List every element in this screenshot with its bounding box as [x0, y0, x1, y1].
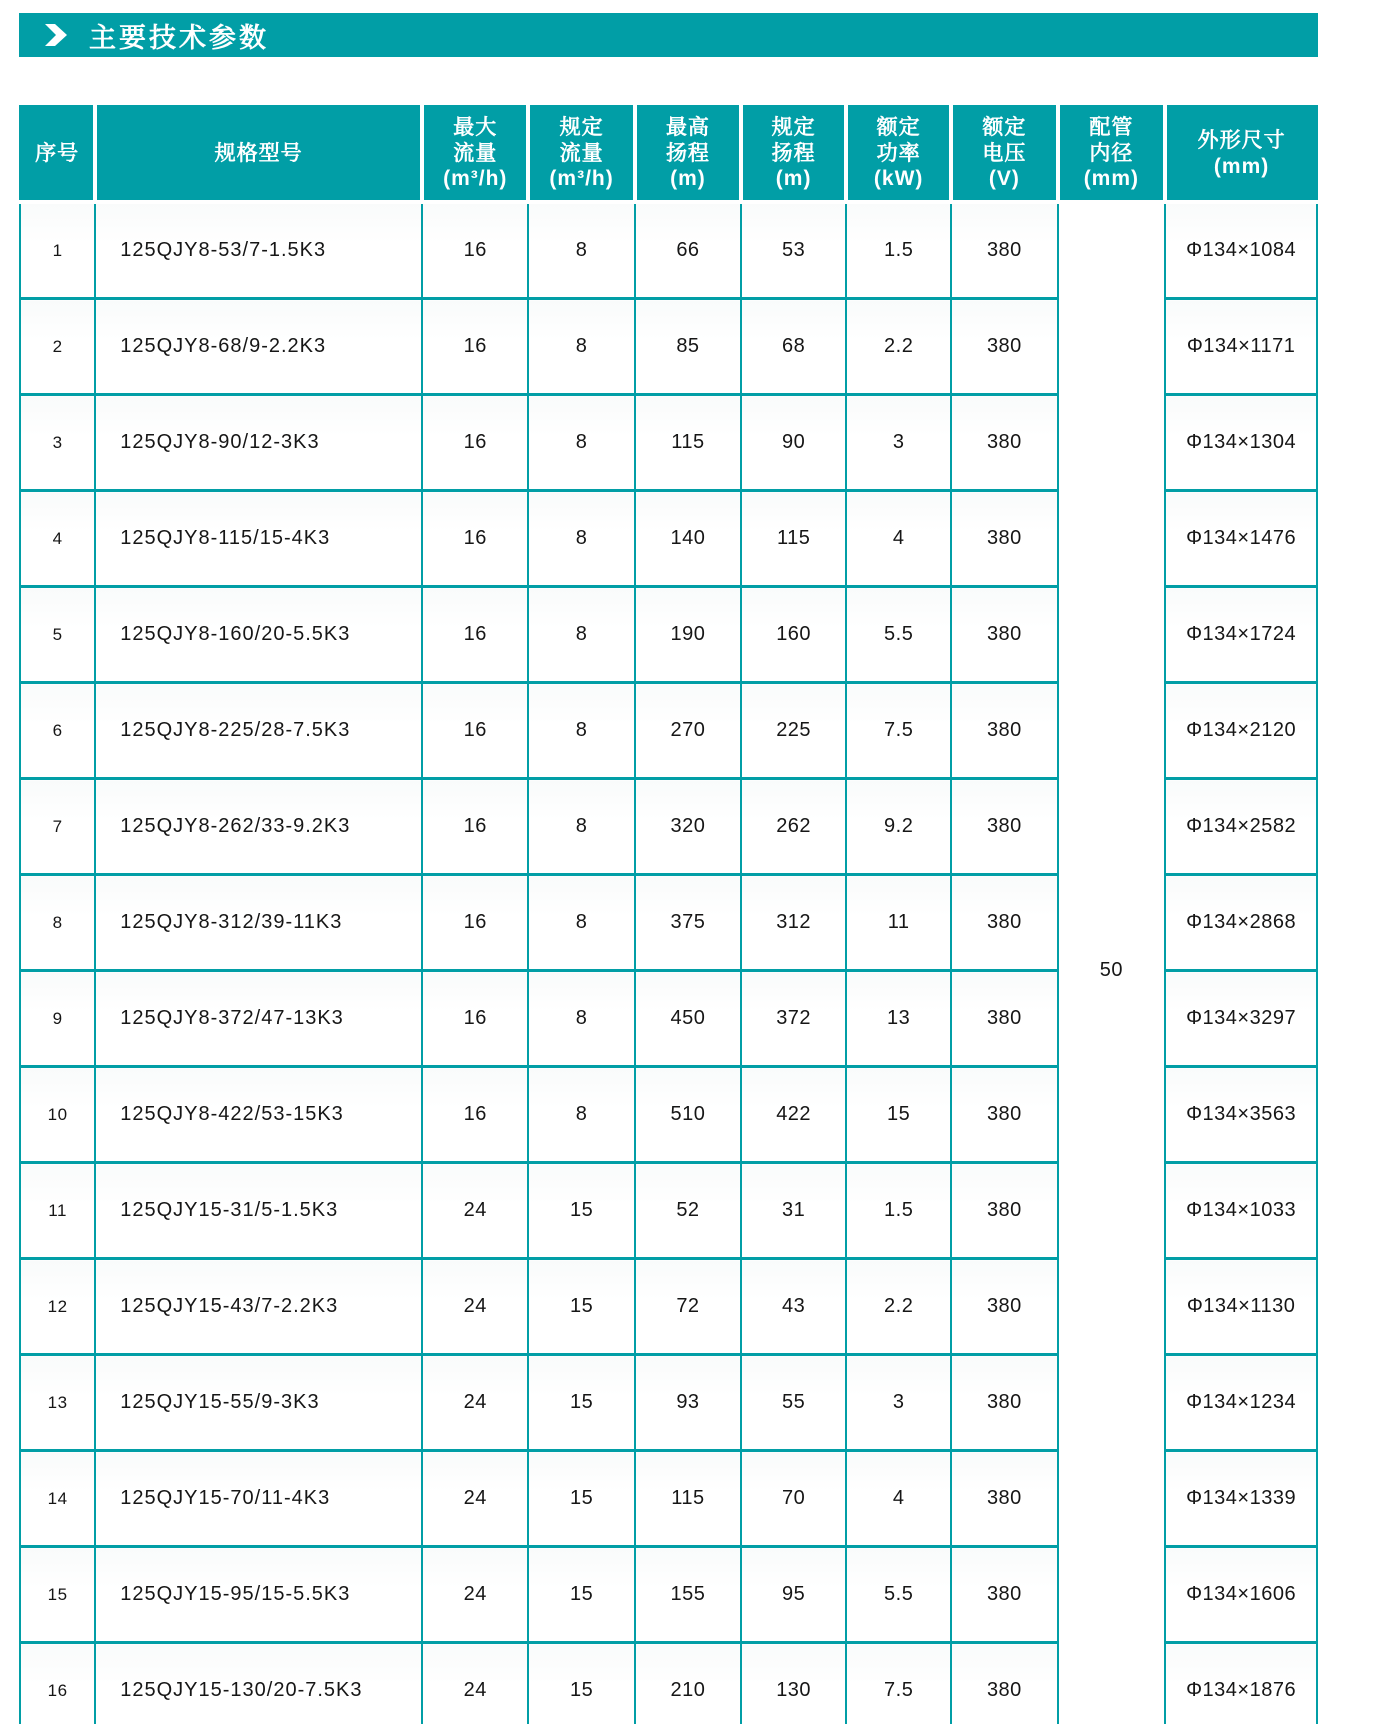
cell-no: 11	[20, 1163, 95, 1259]
cell-dims: Φ134×1234	[1165, 1355, 1317, 1451]
cell-rated_flow: 15	[528, 1547, 634, 1643]
cell-model: 125QJY8-422/53-15K3	[95, 1067, 422, 1163]
cell-no: 10	[20, 1067, 95, 1163]
cell-no: 3	[20, 395, 95, 491]
cell-model: 125QJY8-262/33-9.2K3	[95, 779, 422, 875]
cell-voltage: 380	[951, 683, 1057, 779]
cell-max_flow: 24	[422, 1355, 528, 1451]
col-header-line: (m³/h)	[443, 167, 508, 191]
cell-no: 4	[20, 491, 95, 587]
cell-no: 7	[20, 779, 95, 875]
cell-voltage: 380	[951, 875, 1057, 971]
cell-max_head: 72	[635, 1259, 741, 1355]
cell-rated_head: 225	[741, 683, 846, 779]
cell-rated_head: 43	[741, 1259, 846, 1355]
cell-model: 125QJY15-130/20-7.5K3	[95, 1643, 422, 1724]
cell-voltage: 380	[951, 299, 1057, 395]
col-header-line: 电压	[982, 141, 1027, 165]
cell-max_flow: 16	[422, 1067, 528, 1163]
cell-max_head: 115	[635, 395, 741, 491]
cell-no: 15	[20, 1547, 95, 1643]
cell-dims: Φ134×3297	[1165, 971, 1317, 1067]
cell-model: 125QJY15-43/7-2.2K3	[95, 1259, 422, 1355]
cell-max_flow: 24	[422, 1547, 528, 1643]
table-row	[20, 202, 1317, 299]
cell-max_flow: 24	[422, 1451, 528, 1547]
cell-model: 125QJY8-312/39-11K3	[95, 875, 422, 971]
cell-power: 3	[846, 1355, 951, 1451]
col-header-line: 流量	[453, 141, 498, 165]
cell-max_flow: 16	[422, 875, 528, 971]
cell-rated_flow: 15	[528, 1451, 634, 1547]
cell-rated_head: 115	[741, 491, 846, 587]
cell-voltage: 380	[951, 587, 1057, 683]
cell-model: 125QJY15-70/11-4K3	[95, 1451, 422, 1547]
cell-rated_flow: 8	[528, 587, 634, 683]
cell-no: 14	[20, 1451, 95, 1547]
cell-max_flow: 16	[422, 299, 528, 395]
col-header-line: 功率	[876, 141, 921, 165]
col-header-line: 配管	[1089, 116, 1134, 140]
cell-rated_head: 55	[741, 1355, 846, 1451]
col-header-line: 规定	[559, 116, 604, 140]
cell-max_flow: 24	[422, 1163, 528, 1259]
header-row	[20, 106, 1317, 202]
col-header-line: 外形尺寸	[1197, 128, 1286, 152]
cell-max_head: 210	[635, 1643, 741, 1724]
col-header-voltage	[951, 106, 1057, 202]
col-header-line: (kW)	[873, 167, 924, 191]
cell-model: 125QJY8-53/7-1.5K3	[95, 202, 422, 299]
col-header-line: 规定	[771, 116, 816, 140]
cell-max_flow: 24	[422, 1643, 528, 1724]
cell-model: 125QJY8-115/15-4K3	[95, 491, 422, 587]
cell-no: 1	[20, 202, 95, 299]
cell-model: 125QJY8-68/9-2.2K3	[95, 299, 422, 395]
cell-power: 1.5	[846, 202, 951, 299]
cell-dims: Φ134×2582	[1165, 779, 1317, 875]
cell-rated_head: 70	[741, 1451, 846, 1547]
cell-power: 15	[846, 1067, 951, 1163]
col-header-line: (m³/h)	[549, 167, 614, 191]
cell-power: 2.2	[846, 1259, 951, 1355]
cell-rated_head: 95	[741, 1547, 846, 1643]
cell-max_head: 450	[635, 971, 741, 1067]
col-header-power	[846, 106, 951, 202]
col-header-line: 扬程	[665, 141, 710, 165]
cell-rated_flow: 15	[528, 1259, 634, 1355]
cell-rated_flow: 8	[528, 491, 634, 587]
cell-no: 9	[20, 971, 95, 1067]
cell-dims: Φ134×1304	[1165, 395, 1317, 491]
cell-voltage: 380	[951, 1067, 1057, 1163]
cell-max_head: 85	[635, 299, 741, 395]
cell-power: 9.2	[846, 779, 951, 875]
cell-voltage: 380	[951, 491, 1057, 587]
col-header-line: 规格型号	[214, 141, 303, 165]
col-header-line: 扬程	[771, 141, 816, 165]
cell-voltage: 380	[951, 971, 1057, 1067]
cell-rated_flow: 15	[528, 1163, 634, 1259]
cell-no: 2	[20, 299, 95, 395]
cell-rated_head: 68	[741, 299, 846, 395]
cell-rated_flow: 15	[528, 1355, 634, 1451]
col-header-line: 最大	[453, 116, 498, 140]
cell-dims: Φ134×1876	[1165, 1643, 1317, 1724]
cell-max_head: 510	[635, 1067, 741, 1163]
col-header-line: 内径	[1089, 141, 1134, 165]
cell-voltage: 380	[951, 1259, 1057, 1355]
cell-power: 5.5	[846, 1547, 951, 1643]
cell-dims: Φ134×1724	[1165, 587, 1317, 683]
cell-rated_flow: 8	[528, 202, 634, 299]
cell-max_flow: 16	[422, 395, 528, 491]
cell-rated_head: 31	[741, 1163, 846, 1259]
col-header-line: (mm)	[1213, 154, 1270, 178]
cell-no: 13	[20, 1355, 95, 1451]
cell-voltage: 380	[951, 395, 1057, 491]
cell-rated_head: 90	[741, 395, 846, 491]
cell-max_flow: 16	[422, 202, 528, 299]
cell-max_head: 66	[635, 202, 741, 299]
col-header-line: 流量	[559, 141, 604, 165]
cell-dims: Φ134×2868	[1165, 875, 1317, 971]
cell-max_flow: 16	[422, 779, 528, 875]
cell-pipe-inner-diameter-merged: 50	[1058, 202, 1166, 1724]
cell-rated_head: 160	[741, 587, 846, 683]
cell-power: 7.5	[846, 1643, 951, 1724]
cell-rated_flow: 8	[528, 683, 634, 779]
cell-power: 5.5	[846, 587, 951, 683]
cell-model: 125QJY15-31/5-1.5K3	[95, 1163, 422, 1259]
cell-max_flow: 24	[422, 1259, 528, 1355]
cell-rated_head: 312	[741, 875, 846, 971]
cell-max_flow: 16	[422, 683, 528, 779]
cell-power: 13	[846, 971, 951, 1067]
cell-power: 3	[846, 395, 951, 491]
cell-rated_head: 262	[741, 779, 846, 875]
col-header-line: 额定	[982, 116, 1027, 140]
cell-max_head: 52	[635, 1163, 741, 1259]
section-title: 主要技术参数	[89, 22, 269, 53]
cell-dims: Φ134×1130	[1165, 1259, 1317, 1355]
cell-model: 125QJY15-55/9-3K3	[95, 1355, 422, 1451]
cell-rated_head: 53	[741, 202, 846, 299]
cell-model: 125QJY8-160/20-5.5K3	[95, 587, 422, 683]
cell-max_head: 115	[635, 1451, 741, 1547]
col-header-line: 最高	[665, 116, 710, 140]
cell-rated_flow: 8	[528, 1067, 634, 1163]
cell-rated_head: 422	[741, 1067, 846, 1163]
cell-rated_flow: 15	[528, 1643, 634, 1724]
cell-voltage: 380	[951, 1547, 1057, 1643]
cell-power: 2.2	[846, 299, 951, 395]
col-header-line: (m)	[775, 167, 812, 191]
col-header-line: (V)	[988, 167, 1020, 191]
cell-dims: Φ134×2120	[1165, 683, 1317, 779]
cell-voltage: 380	[951, 1355, 1057, 1451]
cell-rated_flow: 8	[528, 299, 634, 395]
cell-rated_flow: 8	[528, 779, 634, 875]
col-header-max_flow	[422, 106, 528, 202]
cell-voltage: 380	[951, 1643, 1057, 1724]
cell-dims: Φ134×1606	[1165, 1547, 1317, 1643]
chevron-right-icon	[43, 22, 69, 48]
col-header-line: (mm)	[1083, 167, 1140, 191]
cell-power: 4	[846, 491, 951, 587]
cell-dims: Φ134×1339	[1165, 1451, 1317, 1547]
cell-power: 11	[846, 875, 951, 971]
cell-dims: Φ134×1171	[1165, 299, 1317, 395]
cell-max_flow: 16	[422, 587, 528, 683]
cell-no: 5	[20, 587, 95, 683]
col-header-line: 序号	[35, 141, 80, 165]
cell-power: 4	[846, 1451, 951, 1547]
cell-power: 1.5	[846, 1163, 951, 1259]
cell-rated_head: 130	[741, 1643, 846, 1724]
cell-rated_flow: 8	[528, 971, 634, 1067]
section-title-bar	[19, 13, 1318, 57]
cell-max_head: 190	[635, 587, 741, 683]
cell-no: 8	[20, 875, 95, 971]
col-header-line: 额定	[876, 116, 921, 140]
cell-model: 125QJY8-372/47-13K3	[95, 971, 422, 1067]
cell-dims: Φ134×1084	[1165, 202, 1317, 299]
cell-max_head: 375	[635, 875, 741, 971]
cell-no: 12	[20, 1259, 95, 1355]
col-header-pipe	[1058, 106, 1166, 202]
cell-voltage: 380	[951, 1163, 1057, 1259]
cell-model: 125QJY8-225/28-7.5K3	[95, 683, 422, 779]
cell-voltage: 380	[951, 779, 1057, 875]
cell-no: 6	[20, 683, 95, 779]
col-header-line: (m)	[670, 167, 706, 191]
cell-power: 7.5	[846, 683, 951, 779]
cell-voltage: 380	[951, 1451, 1057, 1547]
cell-max_flow: 16	[422, 491, 528, 587]
cell-dims: Φ134×1476	[1165, 491, 1317, 587]
cell-rated_flow: 8	[528, 875, 634, 971]
cell-max_head: 320	[635, 779, 741, 875]
cell-voltage: 380	[951, 202, 1057, 299]
cell-no: 16	[20, 1643, 95, 1724]
cell-max_head: 155	[635, 1547, 741, 1643]
cell-dims: Φ134×3563	[1165, 1067, 1317, 1163]
cell-max_head: 270	[635, 683, 741, 779]
spec-table	[19, 105, 1318, 1724]
col-header-max_head	[635, 106, 741, 202]
cell-max_head: 140	[635, 491, 741, 587]
cell-max_flow: 16	[422, 971, 528, 1067]
col-header-rated_head	[741, 106, 846, 202]
col-header-model	[95, 106, 422, 202]
cell-model: 125QJY15-95/15-5.5K3	[95, 1547, 422, 1643]
col-header-no	[20, 106, 95, 202]
cell-rated_head: 372	[741, 971, 846, 1067]
col-header-dims	[1165, 106, 1317, 202]
cell-max_head: 93	[635, 1355, 741, 1451]
col-header-rated_flow	[528, 106, 634, 202]
cell-rated_flow: 8	[528, 395, 634, 491]
cell-model: 125QJY8-90/12-3K3	[95, 395, 422, 491]
cell-dims: Φ134×1033	[1165, 1163, 1317, 1259]
